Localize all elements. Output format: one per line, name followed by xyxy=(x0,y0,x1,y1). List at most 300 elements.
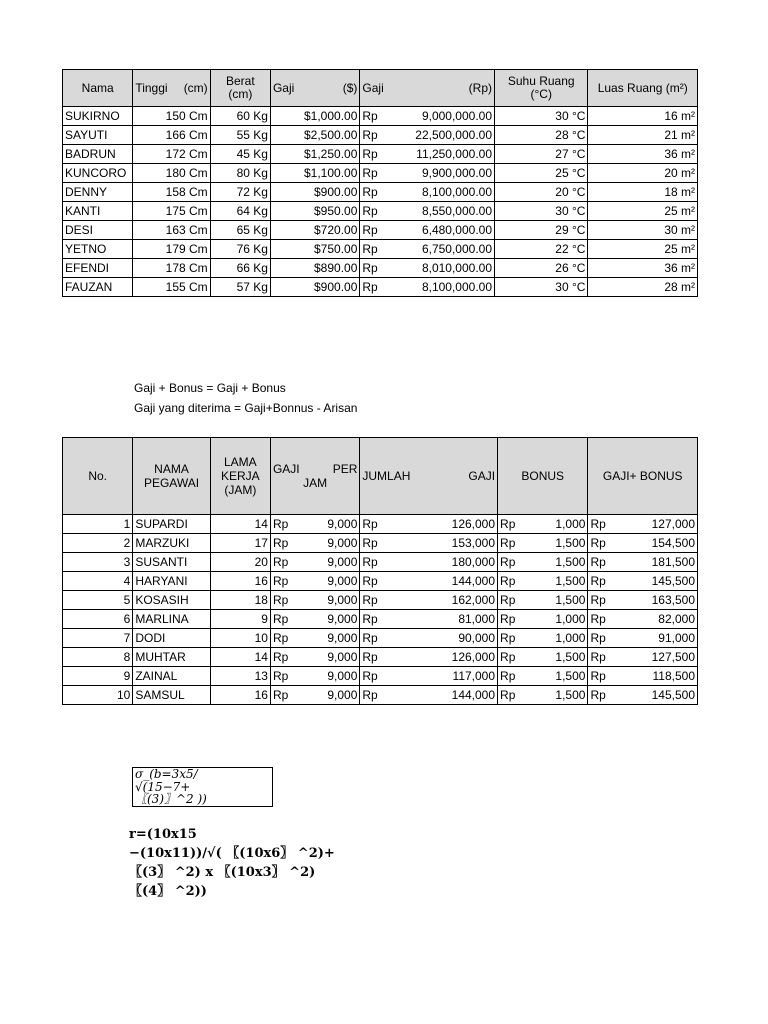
cell-berat: 72 Kg xyxy=(210,183,270,202)
currency-label: Rp xyxy=(590,536,606,550)
currency-label: Rp xyxy=(590,593,606,607)
cell-suhu: 27 °C xyxy=(495,145,588,164)
amount-value: 9,000 xyxy=(327,536,358,550)
cell-suhu: 30 °C xyxy=(495,107,588,126)
amount-value: 9,000 xyxy=(327,612,358,626)
currency-label: Rp xyxy=(500,688,516,702)
cell-jumlah-gaji xyxy=(360,553,498,572)
currency-label: Rp xyxy=(590,555,606,569)
cell-no: 5 xyxy=(63,591,133,610)
cell-gaji-usd: $950.00 xyxy=(270,202,359,221)
cell-nama-pegawai: SUSANTI xyxy=(133,553,210,572)
currency-label: Rp xyxy=(500,536,516,550)
amount-value: 144,000 xyxy=(451,574,496,588)
cell-tinggi: 150 Cm xyxy=(133,107,210,126)
amount-value: 1,500 xyxy=(555,669,586,683)
cell-gaji-per-jam xyxy=(270,515,359,534)
amount-value: 9,000 xyxy=(327,631,358,645)
amount-value: 117,000 xyxy=(452,669,496,683)
amount-value: 1,500 xyxy=(555,536,586,550)
cell-nama-pegawai: KOSASIH xyxy=(133,591,210,610)
cell-gaji-bonus xyxy=(588,515,698,534)
amount-value: 91,000 xyxy=(658,631,695,645)
cell-tinggi: 163 Cm xyxy=(133,221,210,240)
header-gaji-label: GAJI xyxy=(468,469,496,483)
cell-gaji-per-jam xyxy=(270,648,359,667)
cell-bonus xyxy=(498,648,588,667)
cell-gaji-bonus xyxy=(588,591,698,610)
header-gaji-per-jam-label-3: JAM xyxy=(303,476,328,490)
cell-tinggi: 178 Cm xyxy=(133,259,210,278)
r-formula-line: 〖(4〗 ^2)) xyxy=(129,884,207,899)
cell-tinggi: 180 Cm xyxy=(133,164,210,183)
header-jumlah-gaji xyxy=(360,438,498,515)
cell-nama-pegawai: HARYANI xyxy=(133,572,210,591)
table-row xyxy=(63,553,698,572)
table-header-row xyxy=(63,70,698,107)
currency-label: Rp xyxy=(590,517,606,531)
amount-value: 1,500 xyxy=(555,593,586,607)
cell-bonus xyxy=(498,591,588,610)
amount-value: 8,550,000.00 xyxy=(421,204,493,218)
cell-nama: DESI xyxy=(63,221,133,240)
header-gaji-usd-label: Gaji xyxy=(272,80,295,95)
amount-value: 1,000 xyxy=(555,631,586,645)
cell-nama: FAUZAN xyxy=(63,278,133,297)
cell-suhu: 30 °C xyxy=(495,278,588,297)
currency-label: Rp xyxy=(272,650,289,664)
formula-note-gaji-bonus: Gaji + Bonus = Gaji + Bonus xyxy=(134,381,286,395)
cell-jumlah-gaji xyxy=(360,515,498,534)
currency-label: Rp xyxy=(500,574,516,588)
table-row xyxy=(63,107,698,126)
header-luas: Luas Ruang (m²) xyxy=(588,70,698,107)
cell-no: 2 xyxy=(63,534,133,553)
cell-lama-kerja: 10 xyxy=(210,629,270,648)
cell-gaji-bonus xyxy=(588,553,698,572)
cell-gaji-rp xyxy=(360,145,495,164)
amount-value: 127,000 xyxy=(651,517,695,531)
cell-gaji-usd: $750.00 xyxy=(270,240,359,259)
cell-gaji-per-jam xyxy=(270,591,359,610)
cell-gaji-rp xyxy=(360,126,495,145)
cell-luas: 36 m² xyxy=(588,145,698,164)
cell-tinggi: 175 Cm xyxy=(133,202,210,221)
cell-luas: 36 m² xyxy=(588,259,698,278)
amount-value: 118,500 xyxy=(652,669,695,683)
cell-suhu: 29 °C xyxy=(495,221,588,240)
table-row xyxy=(63,686,698,705)
amount-value: 1,000 xyxy=(555,517,586,531)
cell-lama-kerja: 20 xyxy=(210,553,270,572)
currency-label: Rp xyxy=(590,650,606,664)
table-row xyxy=(63,572,698,591)
cell-lama-kerja: 14 xyxy=(210,648,270,667)
cell-jumlah-gaji xyxy=(360,610,498,629)
cell-jumlah-gaji xyxy=(360,686,498,705)
amount-value: 8,010,000.00 xyxy=(421,261,493,275)
cell-jumlah-gaji xyxy=(360,629,498,648)
table-row xyxy=(63,515,698,534)
cell-bonus xyxy=(498,553,588,572)
cell-no: 4 xyxy=(63,572,133,591)
amount-value: 9,000 xyxy=(327,517,358,531)
header-gaji-usd xyxy=(270,70,359,107)
cell-nama-pegawai: MARZUKI xyxy=(133,534,210,553)
currency-label: Rp xyxy=(362,280,378,294)
currency-label: Rp xyxy=(362,536,378,550)
table-row xyxy=(63,629,698,648)
amount-value: 145,500 xyxy=(651,574,695,588)
cell-no: 8 xyxy=(63,648,133,667)
header-berat: Berat (cm) xyxy=(210,70,270,107)
cell-luas: 21 m² xyxy=(588,126,698,145)
amount-value: 154,500 xyxy=(651,536,695,550)
cell-gaji-per-jam xyxy=(270,534,359,553)
table-row xyxy=(63,591,698,610)
header-no: No. xyxy=(63,438,133,515)
table-row xyxy=(63,145,698,164)
cell-gaji-bonus xyxy=(588,686,698,705)
currency-label: Rp xyxy=(590,574,606,588)
table-header-row xyxy=(63,438,698,515)
currency-label: Rp xyxy=(362,574,378,588)
cell-gaji-usd: $900.00 xyxy=(270,278,359,297)
amount-value: 1,500 xyxy=(555,688,586,702)
currency-label: Rp xyxy=(362,185,378,199)
cell-bonus xyxy=(498,629,588,648)
sigma-formula-line: 〖(3)〗^2 )) xyxy=(135,792,207,806)
currency-label: Rp xyxy=(500,593,516,607)
cell-gaji-bonus xyxy=(588,648,698,667)
cell-suhu: 28 °C xyxy=(495,126,588,145)
cell-gaji-bonus xyxy=(588,534,698,553)
cell-gaji-rp xyxy=(360,183,495,202)
amount-value: 9,000 xyxy=(327,555,358,569)
cell-tinggi: 172 Cm xyxy=(133,145,210,164)
cell-bonus xyxy=(498,534,588,553)
cell-no: 6 xyxy=(63,610,133,629)
currency-label: Rp xyxy=(362,612,378,626)
header-gaji-per-jam-label-2: PER xyxy=(332,462,358,476)
amount-value: 82,000 xyxy=(658,612,695,626)
amount-value: 126,000 xyxy=(451,517,496,531)
cell-gaji-per-jam xyxy=(270,610,359,629)
cell-gaji-rp xyxy=(360,278,495,297)
cell-tinggi: 166 Cm xyxy=(133,126,210,145)
cell-no: 3 xyxy=(63,553,133,572)
cell-nama: DENNY xyxy=(63,183,133,202)
currency-label: Rp xyxy=(272,688,289,702)
cell-no: 10 xyxy=(63,686,133,705)
currency-label: Rp xyxy=(362,688,378,702)
employee-salary-table xyxy=(62,69,698,297)
cell-luas: 28 m² xyxy=(588,278,698,297)
amount-value: 6,750,000.00 xyxy=(421,242,493,256)
header-lama-kerja: LAMA KERJA (JAM) xyxy=(210,438,270,515)
cell-nama-pegawai: MUHTAR xyxy=(133,648,210,667)
amount-value: 162,000 xyxy=(451,593,496,607)
currency-label: Rp xyxy=(590,688,606,702)
currency-label: Rp xyxy=(590,612,606,626)
cell-tinggi: 155 Cm xyxy=(133,278,210,297)
cell-suhu: 25 °C xyxy=(495,164,588,183)
cell-jumlah-gaji xyxy=(360,648,498,667)
currency-label: Rp xyxy=(362,166,378,180)
cell-luas: 20 m² xyxy=(588,164,698,183)
cell-bonus xyxy=(498,686,588,705)
header-jumlah-label: JUMLAH xyxy=(362,469,411,483)
cell-gaji-bonus xyxy=(588,610,698,629)
cell-lama-kerja: 13 xyxy=(210,667,270,686)
table-row xyxy=(63,240,698,259)
cell-nama: SUKIRNO xyxy=(63,107,133,126)
currency-label: Rp xyxy=(272,669,289,683)
currency-label: Rp xyxy=(272,593,289,607)
header-tinggi-label: Tinggi xyxy=(135,80,168,95)
cell-nama: EFENDI xyxy=(63,259,133,278)
cell-luas: 25 m² xyxy=(588,202,698,221)
currency-label: Rp xyxy=(362,109,378,123)
currency-label: Rp xyxy=(272,536,289,550)
amount-value: 9,000 xyxy=(327,574,358,588)
cell-gaji-rp xyxy=(360,259,495,278)
cell-luas: 16 m² xyxy=(588,107,698,126)
amount-value: 1,500 xyxy=(555,574,586,588)
header-gaji-bonus: GAJI+ BONUS xyxy=(588,438,698,515)
currency-label: Rp xyxy=(362,242,378,256)
currency-label: Rp xyxy=(500,669,516,683)
currency-label: Rp xyxy=(362,261,378,275)
amount-value: 81,000 xyxy=(458,612,496,626)
formula-note-gaji-diterima: Gaji yang diterima = Gaji+Bonnus - Arisan xyxy=(134,401,358,415)
cell-gaji-rp xyxy=(360,202,495,221)
table-row xyxy=(63,610,698,629)
cell-jumlah-gaji xyxy=(360,572,498,591)
amount-value: 9,000 xyxy=(327,650,358,664)
amount-value: 144,000 xyxy=(451,688,496,702)
currency-label: Rp xyxy=(500,631,516,645)
cell-gaji-rp xyxy=(360,221,495,240)
header-suhu: Suhu Ruang (°C) xyxy=(495,70,588,107)
cell-gaji-per-jam xyxy=(270,667,359,686)
currency-label: Rp xyxy=(590,669,606,683)
cell-luas: 18 m² xyxy=(588,183,698,202)
amount-value: 9,000 xyxy=(327,688,358,702)
header-bonus: BONUS xyxy=(498,438,588,515)
header-gaji-rp-unit: (Rp) xyxy=(468,80,493,95)
sigma-formula-box xyxy=(132,767,273,807)
header-nama: Nama xyxy=(63,70,133,107)
cell-gaji-per-jam xyxy=(270,629,359,648)
amount-value: 126,000 xyxy=(451,650,496,664)
cell-lama-kerja: 9 xyxy=(210,610,270,629)
cell-berat: 45 Kg xyxy=(210,145,270,164)
table-row xyxy=(63,667,698,686)
header-gaji-usd-unit: ($) xyxy=(342,80,358,95)
cell-jumlah-gaji xyxy=(360,534,498,553)
amount-value: 8,100,000.00 xyxy=(421,280,493,294)
cell-gaji-usd: $1,000.00 xyxy=(270,107,359,126)
table-row xyxy=(63,202,698,221)
currency-label: Rp xyxy=(362,650,378,664)
cell-nama: KUNCORO xyxy=(63,164,133,183)
currency-label: Rp xyxy=(362,223,378,237)
amount-value: 1,500 xyxy=(555,555,586,569)
currency-label: Rp xyxy=(500,517,516,531)
currency-label: Rp xyxy=(272,517,289,531)
currency-label: Rp xyxy=(590,631,606,645)
cell-berat: 65 Kg xyxy=(210,221,270,240)
currency-label: Rp xyxy=(272,574,289,588)
cell-gaji-usd: $890.00 xyxy=(270,259,359,278)
correlation-formula xyxy=(129,825,359,901)
cell-tinggi: 158 Cm xyxy=(133,183,210,202)
cell-berat: 64 Kg xyxy=(210,202,270,221)
cell-gaji-bonus xyxy=(588,629,698,648)
table-row xyxy=(63,534,698,553)
cell-gaji-bonus xyxy=(588,572,698,591)
amount-value: 22,500,000.00 xyxy=(415,128,493,142)
amount-value: 127,500 xyxy=(651,650,695,664)
cell-berat: 57 Kg xyxy=(210,278,270,297)
cell-gaji-per-jam xyxy=(270,553,359,572)
cell-suhu: 20 °C xyxy=(495,183,588,202)
cell-suhu: 22 °C xyxy=(495,240,588,259)
cell-berat: 66 Kg xyxy=(210,259,270,278)
cell-nama: SAYUTI xyxy=(63,126,133,145)
cell-tinggi: 179 Cm xyxy=(133,240,210,259)
cell-no: 1 xyxy=(63,515,133,534)
amount-value: 90,000 xyxy=(458,631,496,645)
amount-value: 9,000,000.00 xyxy=(421,109,493,123)
table-row xyxy=(63,259,698,278)
cell-lama-kerja: 16 xyxy=(210,572,270,591)
currency-label: Rp xyxy=(362,517,378,531)
cell-bonus xyxy=(498,515,588,534)
amount-value: 6,480,000.00 xyxy=(421,223,493,237)
table-row xyxy=(63,221,698,240)
amount-value: 163,500 xyxy=(651,593,695,607)
cell-nama-pegawai: DODI xyxy=(133,629,210,648)
cell-bonus xyxy=(498,572,588,591)
table-row xyxy=(63,648,698,667)
payroll-table xyxy=(62,437,698,705)
cell-no: 7 xyxy=(63,629,133,648)
currency-label: Rp xyxy=(500,612,516,626)
sigma-formula-line: √(15−7+ xyxy=(135,779,191,794)
header-gaji-per-jam-label-1: GAJI xyxy=(272,462,300,476)
cell-lama-kerja: 17 xyxy=(210,534,270,553)
header-gaji-per-jam xyxy=(270,438,359,515)
amount-value: 11,250,000.00 xyxy=(416,147,493,161)
amount-value: 180,000 xyxy=(451,555,496,569)
header-gaji-rp-label: Gaji xyxy=(362,80,384,95)
currency-label: Rp xyxy=(272,612,289,626)
currency-label: Rp xyxy=(500,650,516,664)
amount-value: 9,000 xyxy=(327,669,358,683)
r-formula-line: −(10x11))/√( 〖(10x6〗 ^2)+ xyxy=(129,846,335,861)
cell-jumlah-gaji xyxy=(360,667,498,686)
amount-value: 1,000 xyxy=(555,612,586,626)
amount-value: 181,500 xyxy=(651,555,695,569)
currency-label: Rp xyxy=(362,204,378,218)
cell-gaji-rp xyxy=(360,107,495,126)
cell-gaji-usd: $1,100.00 xyxy=(270,164,359,183)
cell-gaji-per-jam xyxy=(270,572,359,591)
amount-value: 145,500 xyxy=(651,688,695,702)
cell-gaji-rp xyxy=(360,240,495,259)
cell-nama-pegawai: ZAINAL xyxy=(133,667,210,686)
cell-suhu: 26 °C xyxy=(495,259,588,278)
cell-nama: YETNO xyxy=(63,240,133,259)
cell-gaji-usd: $1,250.00 xyxy=(270,145,359,164)
cell-jumlah-gaji xyxy=(360,591,498,610)
currency-label: Rp xyxy=(362,147,378,161)
r-formula-line: r=(10x15 xyxy=(129,827,197,842)
cell-lama-kerja: 18 xyxy=(210,591,270,610)
currency-label: Rp xyxy=(362,631,378,645)
currency-label: Rp xyxy=(362,128,378,142)
table-row xyxy=(63,183,698,202)
cell-gaji-bonus xyxy=(588,667,698,686)
cell-luas: 25 m² xyxy=(588,240,698,259)
header-tinggi-unit: (cm) xyxy=(183,80,208,95)
cell-berat: 76 Kg xyxy=(210,240,270,259)
amount-value: 153,000 xyxy=(451,536,496,550)
cell-lama-kerja: 16 xyxy=(210,686,270,705)
cell-gaji-usd: $900.00 xyxy=(270,183,359,202)
cell-nama-pegawai: MARLINA xyxy=(133,610,210,629)
cell-suhu: 30 °C xyxy=(495,202,588,221)
cell-gaji-usd: $2,500.00 xyxy=(270,126,359,145)
amount-value: 8,100,000.00 xyxy=(421,185,493,199)
amount-value: 1,500 xyxy=(555,650,586,664)
currency-label: Rp xyxy=(362,555,378,569)
r-formula-line: 〖(3〗 ^2) x 〖(10x3〗 ^2) xyxy=(129,865,316,880)
cell-no: 9 xyxy=(63,667,133,686)
cell-gaji-per-jam xyxy=(270,686,359,705)
cell-nama: KANTI xyxy=(63,202,133,221)
table-row xyxy=(63,126,698,145)
cell-nama-pegawai: SUPARDI xyxy=(133,515,210,534)
currency-label: Rp xyxy=(272,631,289,645)
cell-berat: 80 Kg xyxy=(210,164,270,183)
amount-value: 9,900,000.00 xyxy=(421,166,493,180)
cell-gaji-rp xyxy=(360,164,495,183)
cell-bonus xyxy=(498,610,588,629)
header-tinggi xyxy=(133,70,210,107)
table-row xyxy=(63,164,698,183)
cell-luas: 30 m² xyxy=(588,221,698,240)
amount-value: 9,000 xyxy=(327,593,358,607)
header-nama-pegawai: NAMA PEGAWAI xyxy=(133,438,210,515)
header-gaji-rp xyxy=(360,70,495,107)
cell-nama-pegawai: SAMSUL xyxy=(133,686,210,705)
currency-label: Rp xyxy=(272,555,289,569)
cell-lama-kerja: 14 xyxy=(210,515,270,534)
table-row xyxy=(63,278,698,297)
cell-gaji-usd: $720.00 xyxy=(270,221,359,240)
cell-berat: 55 Kg xyxy=(210,126,270,145)
cell-nama: BADRUN xyxy=(63,145,133,164)
currency-label: Rp xyxy=(500,555,516,569)
cell-bonus xyxy=(498,667,588,686)
sigma-formula-line: σ_(b=3x5/ xyxy=(135,767,198,781)
cell-berat: 60 Kg xyxy=(210,107,270,126)
currency-label: Rp xyxy=(362,593,378,607)
currency-label: Rp xyxy=(362,669,378,683)
